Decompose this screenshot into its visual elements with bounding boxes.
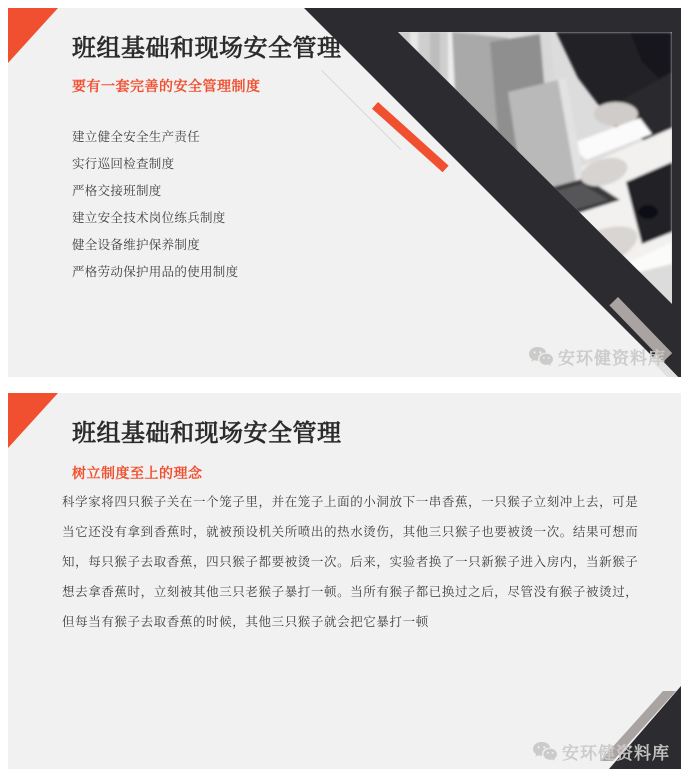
list-item: 严格交接班制度 [72, 184, 162, 198]
watermark [532, 739, 670, 764]
paragraph-line: 知，每只猴子去取香蕉，四只猴子都要被烫一次。后来，实验者换了一只新猴子进入房内，当新猴子 [62, 555, 639, 569]
list-item: 建立健全安全生产责任 [72, 130, 201, 144]
paragraph-line: 当它还没有拿到香蕉时，就被预设机关所喷出的热水烫伤，其他三只猴子也要被烫一次。结果可想而 [62, 525, 639, 539]
list-item: 健全设备维护保养制度 [72, 238, 201, 252]
paragraph-line: 想去拿香蕉时，立刻被其他三只老猴子暴打一顿。当所有猴子都已换过之后，尽管没有猴子被烫过， [62, 585, 639, 599]
corner-triangle-decoration [8, 393, 64, 453]
slide2-title: 班组基础和现场安全管理 [72, 420, 342, 447]
slide1-subtitle: 要有一套完善的安全管理制度 [72, 78, 261, 94]
watermark [528, 344, 666, 369]
paragraph-line: 科学家将四只猴子关在一个笼子里，并在笼子上面的小洞放下一串香蕉，一只猴子立刻冲上去，可是 [62, 495, 639, 509]
watermark-label: 安环健资料库 [562, 744, 670, 763]
list-item: 实行巡回检查制度 [72, 157, 175, 171]
list-item: 建立安全技术岗位练兵制度 [72, 211, 226, 225]
monkey-story-paragraph [62, 487, 642, 637]
paragraph-line: 但每当有猴子去取香蕉的时候，其他三只猴子就会把它暴打一顿 [62, 615, 429, 629]
corner-triangle-decoration [8, 8, 64, 68]
slide-image-2[interactable] [8, 393, 681, 769]
list-item: 严格劳动保护用品的使用制度 [72, 265, 239, 279]
slide2-subtitle: 树立制度至上的理念 [72, 465, 203, 481]
wechat-icon [532, 741, 558, 763]
safety-system-list [72, 124, 238, 286]
slide1-title: 班组基础和现场安全管理 [72, 35, 342, 62]
wechat-icon [528, 346, 554, 368]
slide-image-1[interactable] [8, 8, 681, 377]
watermark-label: 安环健资料库 [558, 349, 666, 368]
